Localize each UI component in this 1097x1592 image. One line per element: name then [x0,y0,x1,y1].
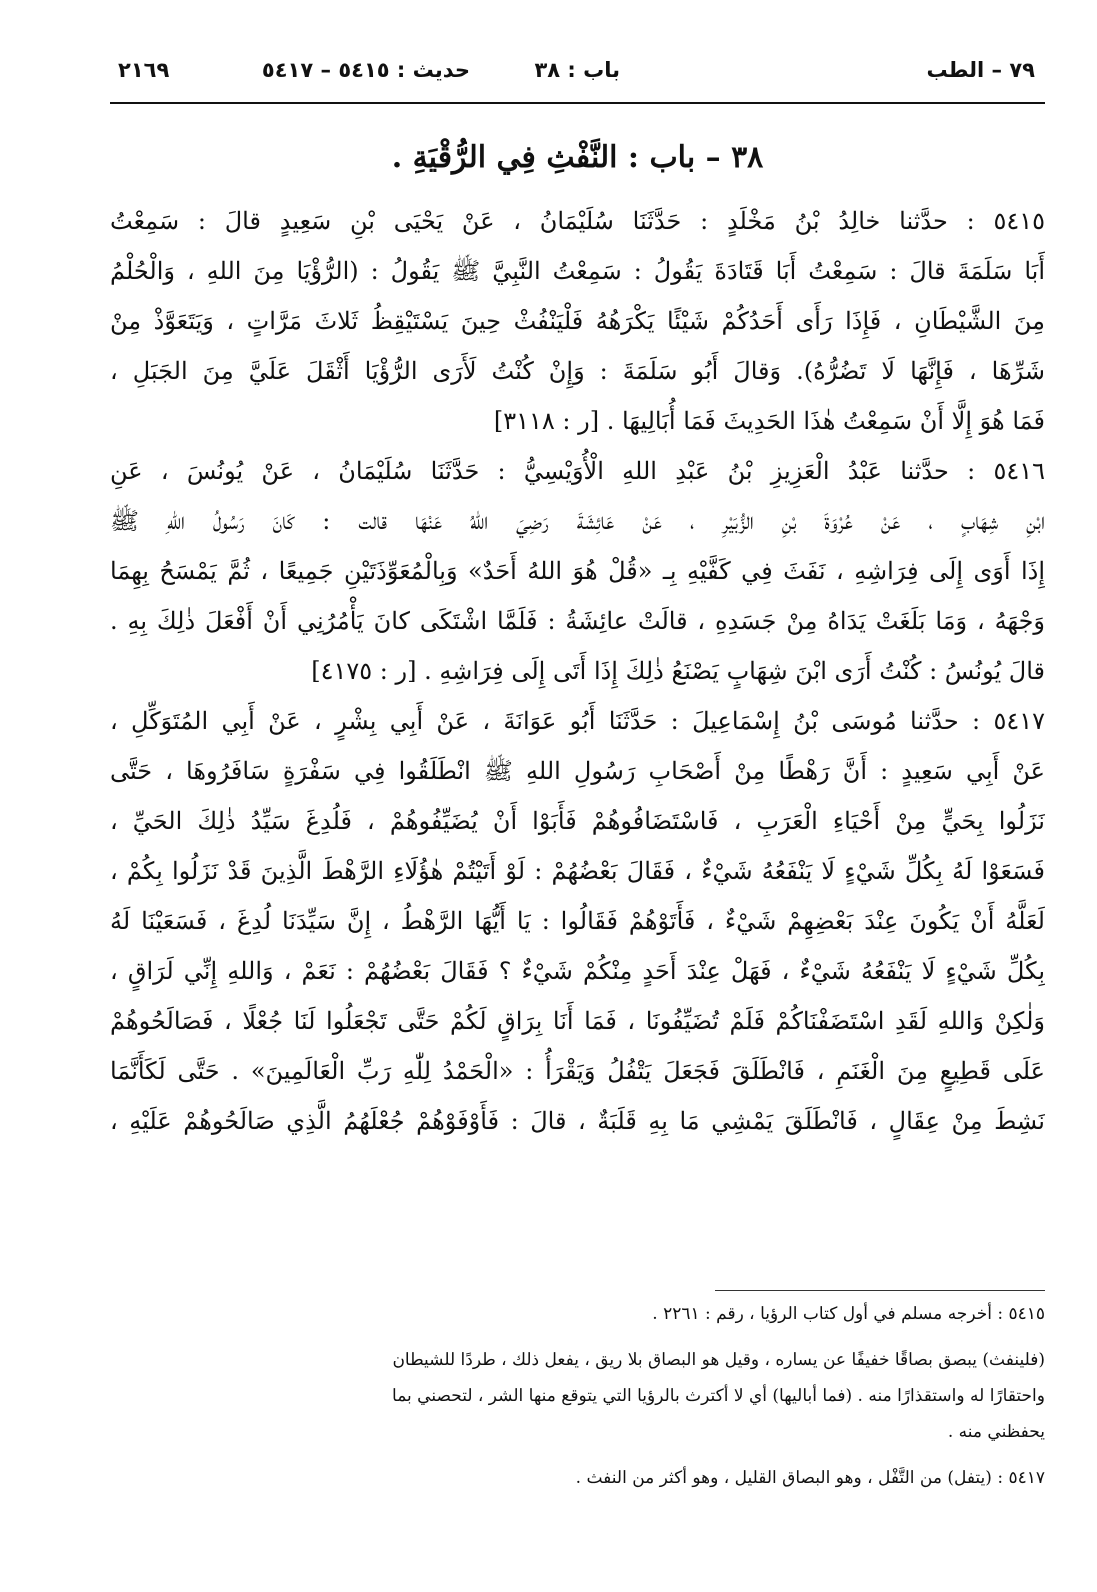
text-line: مِنَ الشَّيْطَانِ ، فَإِذَا رَأَى أَحَدُكُمْ شَيْئًا يَكْرَهُهُ فَلْيَنْفُثْ حِينَ يَسْتَيْقِظُ ثَلاثَ مَرَّاتٍ ، وَيَتَعَوَّذْ مِنْ [110,307,1045,335]
text-line: عَلَى قَطِيعٍ مِنَ الْغَنَمِ ، فَانْطَلَقَ فَجَعَلَ يَتْفُلُ وَيَقْرَأُ : «الْحَمْدُ لِلّٰهِ رَبِّ الْعَالَمِينَ» . حَتَّى لَكَأَنَّمَا [110,1057,1045,1085]
footnote-line: ٥٤١٥ : أخرجه مسلم في أول كتاب الرؤيا ، رقم : ٢٢٦١ . [652,1304,1045,1324]
text-line: نَزَلُوا بِحَيٍّ مِنْ أَحْيَاءِ الْعَرَبِ ، فَاسْتَضَافُوهُمْ فَأَبَوْا أَنْ يُضَيِّفُوهُمْ ، فَلُدِغَ سَيِّدُ ذٰلِكَ الحَيِّ ، [110,807,1045,835]
chapter-title: ٣٨ – باب : النَّفْثِ فِي الرُّقْيَةِ . [391,140,764,175]
text-line: بِكُلِّ شَيْءٍ لَا يَنْفَعُهُ شَيْءٌ ، فَهَلْ عِنْدَ أَحَدٍ مِنْكُمْ شَيْءٌ ؟ فَقَالَ بَعْضُهُمْ : نَعَمْ ، وَاللهِ إِنِّي لَرَاقٍ ، [110,957,1045,985]
footnote-line: واحتقارًا له واستقذارًا منه . (فما أباليها) أي لا أكترث بالرؤيا التي يتوقع منها الشر ، لتحصني بما [392,1386,1045,1406]
header-bab-number: باب : ٣٨ [534,58,620,82]
text-line: وَلٰكِنْ وَاللهِ لَقَدِ اسْتَضَفْنَاكُمْ فَلَمْ تُضَيِّفُونَا ، فَمَا أَنَا بِرَاقٍ لَكُمْ حَتَّى تَجْعَلُوا لَنَا جُعْلًا ، فَصَالَحُوهُمْ [110,1007,1045,1035]
text-line: قالَ يُونُسُ : كُنْتُ أَرَى ابْنَ شِهَابٍ يَصْنَعُ ذٰلِكَ إِذَا أَتَى إِلَى فِرَاشِهِ . [ر : ٤١٧٥] [311,657,1045,685]
text-line: ٥٤١٧ : حدَّثنا مُوسَى بْنُ إِسْمَاعِيلَ : حَدَّثَنَا أَبُو عَوَانَةَ ، عَنْ أَبِي بِشْرٍ ، عَنْ أَبِي المُتَوَكِّلِ ، [110,707,1045,735]
text-line: ٥٤١٦ : حدَّثنا عَبْدُ الْعَزِيزِ بْنُ عَبْدِ اللهِ الْأُوَيْسِيُّ : حَدَّثَنَا سُلَيْمَانُ ، عَنْ يُونُسَ ، عَنِ [110,457,1045,485]
footnote-line: يحفظني منه . [947,1422,1045,1442]
header-chapter: ٧٩ – الطب [926,58,1035,82]
footnotes [110,1296,1045,1496]
text-line: عَنْ أَبِي سَعِيدٍ : أَنَّ رَهْطًا مِنْ أَصْحَابِ رَسُولِ اللهِ ﷺ انْطَلَقُوا فِي سَفْرَةٍ سَافَرُوهَا ، حَتَّى [110,757,1045,785]
header-hadith-range: حديث : ٥٤١٥ – ٥٤١٧ [261,58,470,82]
text-line: لَعَلَّهُ أَنْ يَكُونَ عِنْدَ بَعْضِهِمْ شَيْءٌ ، فَأَتَوْهُمْ فَقَالُوا : يَا أَيُّهَا الرَّهْطُ ، إِنَّ سَيِّدَنَا لُدِغَ ، فَسَعَيْنَا لَهُ [110,907,1045,935]
text-line: ابْنِ شِهَابٍ ، عَنْ عُرْوَةَ بْنِ الزُّبَيْرِ ، عَنْ عَائِشَةَ رَضِيَ اللهُ عَنْهَا قالت : كَانَ رَسُولُ اللهِ ﷺ [110,507,1045,535]
text-line: فَسَعَوْا لَهُ بِكُلِّ شَيْءٍ لَا يَنْفَعُهُ شَيْءٌ ، فَقَالَ بَعْضُهُمْ : لَوْ أَتَيْتُمْ هٰؤُلَاءِ الرَّهْطَ الَّذِينَ قَدْ نَزَلُوا بِكُمْ ، [110,857,1045,885]
text-line: شَرِّهَا ، فَإِنَّهَا لَا تَضُرُّهُ). وَقالَ أَبُو سَلَمَةَ : وَإِنْ كُنْتُ لَأَرَى الرُّؤْيَا أَثْقَلَ عَلَيَّ مِنَ الجَبَلِ ، [110,357,1045,385]
page-number: ٢١٦٩ [118,58,170,82]
text-line: أَبَا سَلَمَةَ قالَ : سَمِعْتُ أَبَا قَتَادَةَ يَقُولُ : سَمِعْتُ النَّبِيَّ ﷺ يَقُولُ : (الرُّؤْيَا مِنَ اللهِ ، وَالْحُلْمُ [110,257,1045,285]
text-line: فَمَا هُوَ إِلَّا أَنْ سَمِعْتُ هٰذَا الحَدِيثَ فَمَا أُبَالِيهَا . [ر : ٣١١٨] [493,407,1045,435]
text-line: إِذَا أَوَى إِلَى فِرَاشِهِ ، نَفَثَ فِي كَفَّيْهِ بِـ «قُلْ هُوَ اللهُ أَحَدٌ» وَبِالْمُعَوِّذَتَيْنِ جَمِيعًا ، ثُمَّ يَمْسَحُ بِهِمَا [110,557,1045,585]
text-line: وَجْهَهُ ، وَمَا بَلَغَتْ يَدَاهُ مِنْ جَسَدِهِ ، قالَتْ عائِشَةُ : فَلَمَّا اشْتَكَى كانَ يَأْمُرُنِي أَنْ أَفْعَلَ ذٰلِكَ بِهِ . [110,607,1045,635]
text-line: ٥٤١٥ : حدَّثنا خالِدُ بْنُ مَخْلَدٍ : حَدَّثَنَا سُلَيْمَانُ ، عَنْ يَحْيَى بْنِ سَعِيدٍ قالَ : سَمِعْتُ [110,207,1045,235]
header-divider [110,102,1045,104]
running-header [110,58,1045,92]
text-line: نَشِطَ مِنْ عِقَالٍ ، فَانْطَلَقَ يَمْشِي مَا بِهِ قَلَبَةٌ ، قالَ : فَأَوْفَوْهُمْ جُعْلَهُمُ الَّذِي صَالَحُوهُمْ عَلَيْهِ ، [110,1107,1045,1135]
main-text [110,196,1045,1146]
footnote-line: ٥٤١٧ : (يتفل) من التَّفْل ، وهو البصاق القليل ، وهو أكثر من النفث . [575,1468,1045,1488]
footnote-divider [715,1290,1045,1291]
footnote-line: (فلينفث) يبصق بصاقًا خفيفًا عن يساره ، وقيل هو البصاق بلا ريق ، يفعل ذلك ، طردًا للشيطان [392,1350,1045,1370]
